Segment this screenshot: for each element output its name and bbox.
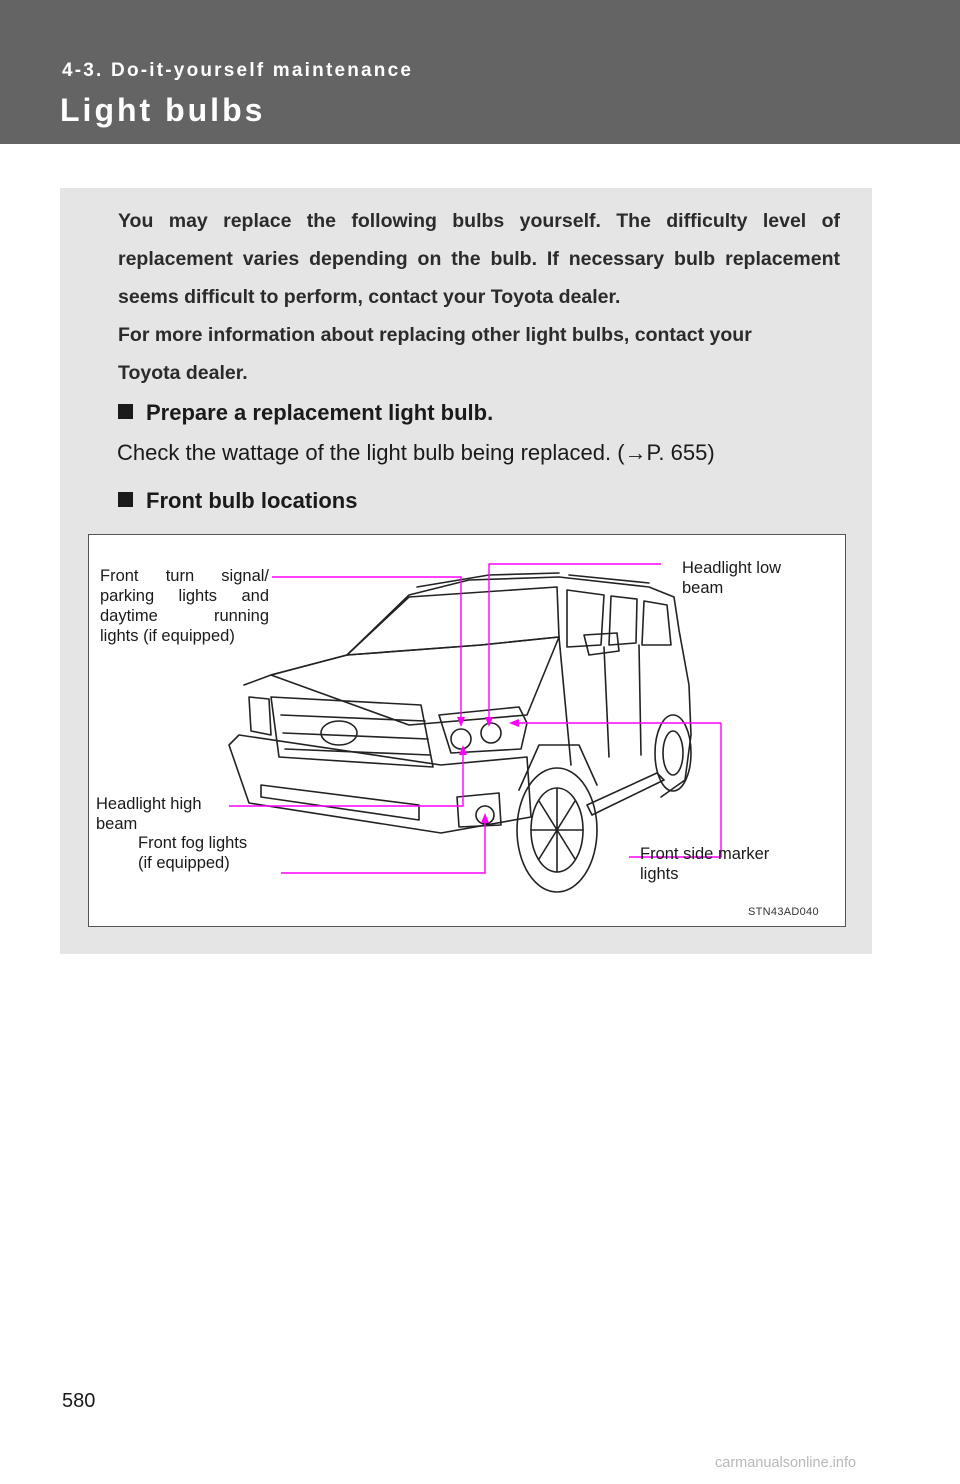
callout-line: daytime running <box>100 607 269 625</box>
callout-line: parking lights and <box>100 587 269 605</box>
square-bullet-icon <box>118 404 133 419</box>
callout-line: Headlight low <box>682 559 782 577</box>
prepare-heading-text: Prepare a replacement light bulb. <box>146 400 494 425</box>
callout-line: (if equipped) <box>138 854 230 872</box>
watermark: carmanualsonline.info <box>715 1455 857 1471</box>
page-title: Light bulbs <box>60 92 266 128</box>
intro-paragraph-more-info <box>118 316 840 392</box>
intro-paragraph: You may replace the following bulbs yourself. The difficulty level of replacement varies depending on the bulb. If necessary bulb replacement seems difficult to perform, contact your Toyota dealer. <box>118 210 840 308</box>
content-panel <box>60 188 872 954</box>
page-header <box>0 0 960 144</box>
intro-line: For more information about replacing other light bulbs, contact your <box>118 324 752 346</box>
intro-line: Toyota dealer. <box>118 362 248 384</box>
callout-fog-lights <box>138 833 288 873</box>
callout-line: Front side marker <box>640 845 770 863</box>
square-bullet-icon <box>118 492 133 507</box>
callout-turn-signal <box>100 566 269 646</box>
page-number: 580 <box>62 1390 96 1412</box>
callout-side-marker <box>640 844 820 884</box>
callout-headlight-low <box>682 558 822 598</box>
front-bulb-heading <box>118 488 357 514</box>
callout-line: Front turn signal/ <box>100 567 269 585</box>
callout-line: lights <box>640 865 679 883</box>
callout-headlight-high <box>96 794 236 834</box>
prepare-heading <box>118 400 493 426</box>
callout-line: Headlight high <box>96 795 202 813</box>
image-code: STN43AD040 <box>748 906 819 918</box>
section-label: 4-3. Do-it-yourself maintenance <box>62 60 414 81</box>
front-bulb-heading-text: Front bulb locations <box>146 488 358 513</box>
callout-line: Front fog lights <box>138 834 248 852</box>
front-bulb-figure <box>88 534 846 927</box>
callout-line: beam <box>682 579 724 597</box>
prepare-body: Check the wattage of the light bulb being replaced. (→P. 655) <box>117 440 715 465</box>
callout-line: beam <box>96 815 138 833</box>
callout-line: lights (if equipped) <box>100 627 235 645</box>
